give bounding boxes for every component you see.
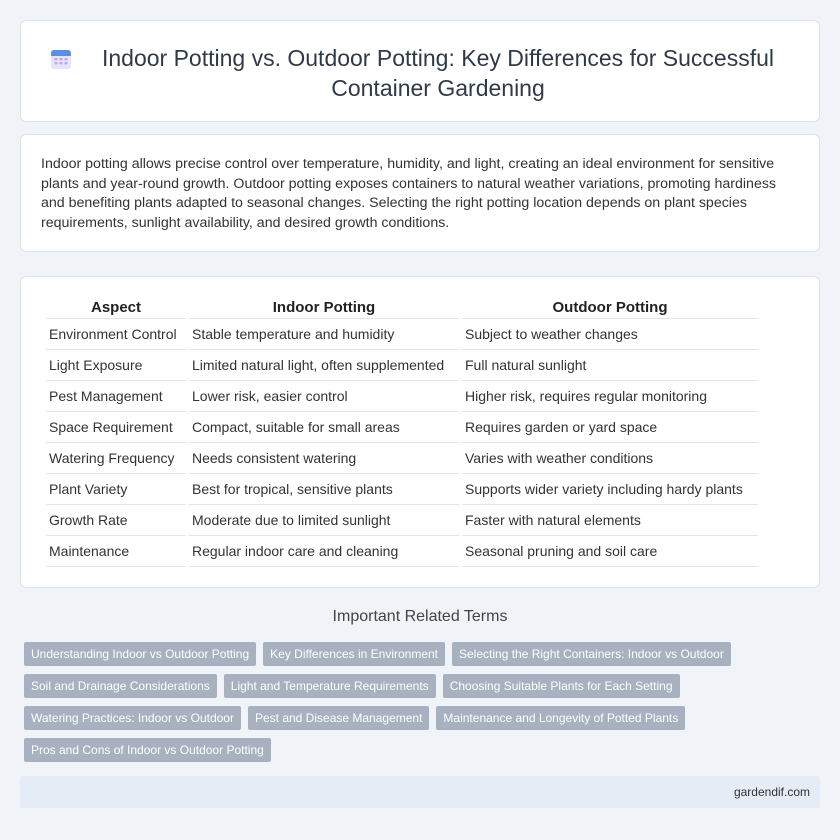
table-row	[46, 412, 758, 443]
table-cell: Best for tropical, sensitive plants	[189, 474, 459, 505]
related-term-tag[interactable]: Pest and Disease Management	[248, 706, 429, 730]
related-term-tag[interactable]: Key Differences in Environment	[263, 642, 445, 666]
table-row	[46, 381, 758, 412]
table-cell: Environment Control	[46, 319, 186, 350]
table-cell: Compact, suitable for small areas	[189, 412, 459, 443]
table-cell: Seasonal pruning and soil care	[462, 536, 758, 567]
footer	[20, 776, 820, 808]
table-cell: Light Exposure	[46, 350, 186, 381]
related-term-tag[interactable]: Watering Practices: Indoor vs Outdoor	[24, 706, 241, 730]
related-term-tag[interactable]: Light and Temperature Requirements	[224, 674, 436, 698]
table-cell: Faster with natural elements	[462, 505, 758, 536]
comparison-table	[43, 295, 761, 567]
related-term-tag[interactable]: Maintenance and Longevity of Potted Plants	[436, 706, 685, 730]
table-row	[46, 536, 758, 567]
table-cell: Requires garden or yard space	[462, 412, 758, 443]
related-term-tag[interactable]: Soil and Drainage Considerations	[24, 674, 217, 698]
table-cell: Subject to weather changes	[462, 319, 758, 350]
table-cell: Limited natural light, often supplemented	[189, 350, 459, 381]
table-cell: Stable temperature and humidity	[189, 319, 459, 350]
table-cell: Higher risk, requires regular monitoring	[462, 381, 758, 412]
related-terms-heading: Important Related Terms	[332, 608, 508, 625]
column-header-aspect: Aspect	[46, 295, 186, 319]
comparison-table-card	[20, 276, 820, 588]
related-term-tag[interactable]: Choosing Suitable Plants for Each Setting	[443, 674, 680, 698]
table-cell: Moderate due to limited sunlight	[189, 505, 459, 536]
table-cell: Plant Variety	[46, 474, 186, 505]
table-cell: Watering Frequency	[46, 443, 186, 474]
intro-paragraph: Indoor potting allows precise control over temperature, humidity, and light, creating an ideal environment for sensitive plants and year-round growth. Outdoor potting exposes containers to natural weather variations, promoting hardiness and benefiting plants adapted to seasonal changes. Selecting the right potting location depends on plant species requirements, sunlight availability, and desired growth conditions.	[41, 156, 777, 231]
table-row	[46, 350, 758, 381]
related-terms-list	[24, 642, 824, 762]
table-row	[46, 319, 758, 350]
column-header-outdoor: Outdoor Potting	[462, 295, 758, 319]
header-card	[20, 20, 820, 122]
intro-card	[20, 134, 820, 252]
page-title: Indoor Potting vs. Outdoor Potting: Key Differences for Successful Container Gardening	[101, 45, 775, 101]
column-header-indoor: Indoor Potting	[189, 295, 459, 319]
table-cell: Needs consistent watering	[189, 443, 459, 474]
related-term-tag[interactable]: Pros and Cons of Indoor vs Outdoor Potting	[24, 738, 271, 762]
table-cell: Pest Management	[46, 381, 186, 412]
table-cell: Supports wider variety including hardy plants	[462, 474, 758, 505]
table-row	[46, 443, 758, 474]
table-header-row	[46, 295, 758, 319]
related-term-tag[interactable]: Understanding Indoor vs Outdoor Potting	[24, 642, 256, 666]
table-cell: Lower risk, easier control	[189, 381, 459, 412]
table-cell: Growth Rate	[46, 505, 186, 536]
related-term-tag[interactable]: Selecting the Right Containers: Indoor vs Outdoor	[452, 642, 731, 666]
table-row	[46, 474, 758, 505]
table-cell: Full natural sunlight	[462, 350, 758, 381]
table-cell: Maintenance	[46, 536, 186, 567]
table-cell: Regular indoor care and cleaning	[189, 536, 459, 567]
table-row	[46, 505, 758, 536]
table-cell: Varies with weather conditions	[462, 443, 758, 474]
footer-site-link[interactable]: gardendif.com	[733, 785, 810, 799]
table-cell: Space Requirement	[46, 412, 186, 443]
